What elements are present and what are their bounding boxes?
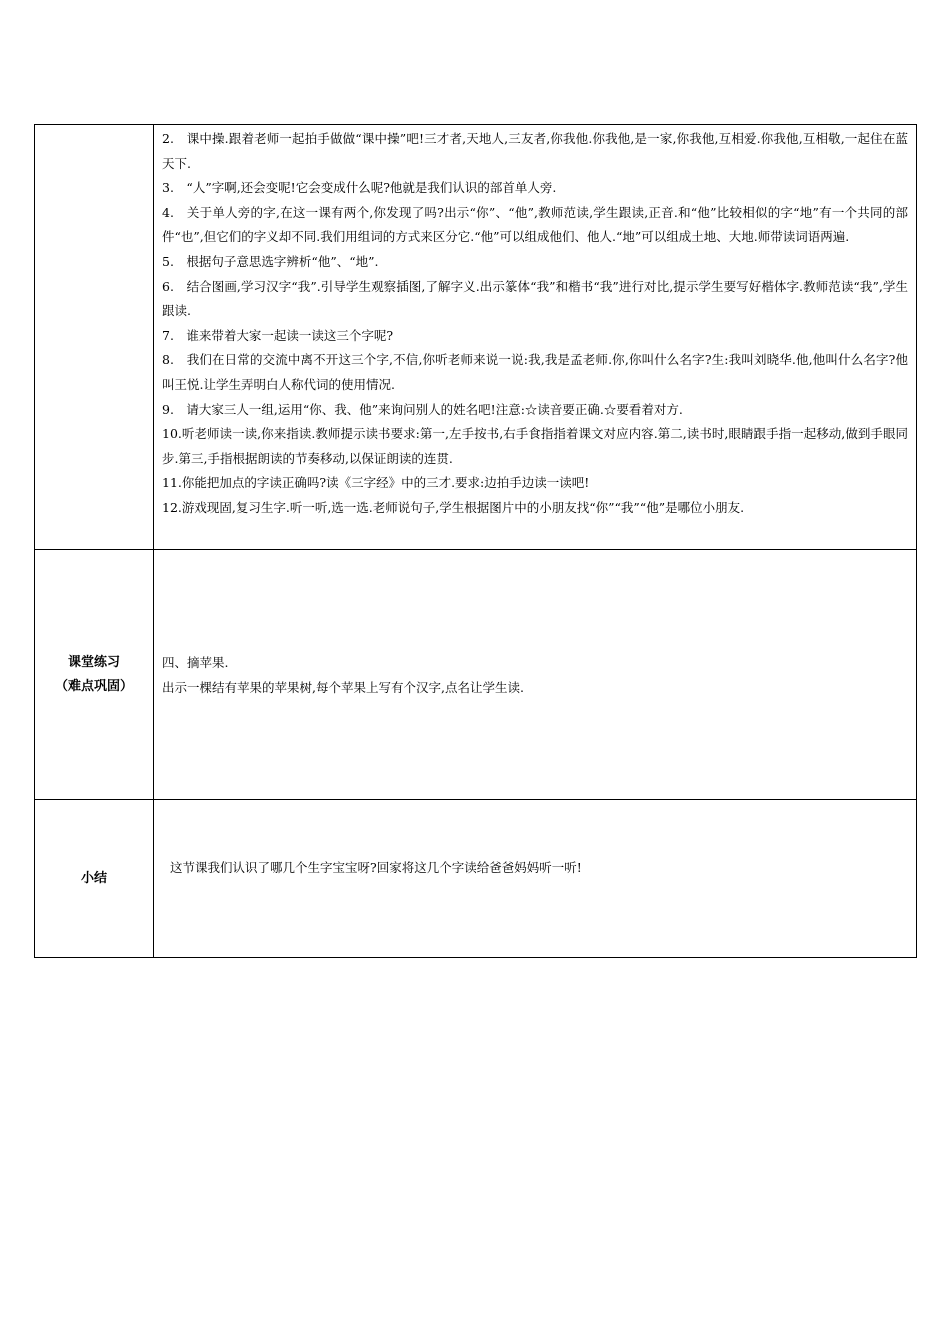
step-item: 12.游戏现固,复习生字.听一听,选一选.老师说句子,学生根据图片中的小朋友找“你”“我”“他”是哪位小朋友. (162, 499, 745, 515)
step-item: 9. 请大家三人一组,运用“你、我、他”来询问别人的姓名吧!注意:☆读音要正确.☆要看着对方. (162, 401, 683, 417)
step-item: 3. “人”字啊,还会变呢!它会变成什么呢?他就是我们认识的部首单人旁. (162, 180, 557, 196)
step-item: 11.你能把加点的字读正确吗?读《三字经》中的三才.要求:边拍手边读一读吧! (162, 475, 590, 491)
practice-title: 四、摘苹果. (162, 654, 229, 670)
step-item: 7. 谁来带着大家一起读一读这三个字呢? (162, 327, 394, 343)
lesson-plan-table (34, 124, 917, 958)
step-item: 2. 课中操.跟着老师一起拍手做做“课中操”吧!三才者,天地人,三友者,你我他.你我他,是一家,你我他,互相爱.你我他,互相敬,一起住在蓝天下. (162, 131, 908, 171)
step-item: 8. 我们在日常的交流中离不开这三个字,不信,你听老师来说一说:我,我是孟老师.你,你叫什么名字?生:我叫刘晓华.他,他叫什么名字?他叫王悦.让学生弄明白人称代词的使用情况. (162, 352, 908, 392)
practice-label: 课堂练习 (67, 654, 120, 670)
teaching-steps-label-cell (35, 125, 154, 550)
step-item: 5. 根据句子意思选字辨析“他”、“地”. (162, 253, 379, 269)
teaching-steps-row (35, 125, 917, 550)
step-item: 6. 结合图画,学习汉字“我”.引导学生观察插图,了解字义.出示篆体“我”和楷书“我”进行对比,提示学生要写好楷体字.教师范读“我”,学生跟读. (162, 278, 908, 319)
teaching-steps-cell (154, 125, 917, 550)
practice-label-cell (35, 550, 154, 800)
practice-body: 出示一棵结有苹果的苹果树,每个苹果上写有个汉字,点名让学生读. (162, 679, 524, 695)
summary-label-cell (35, 800, 154, 958)
summary-body: 这节课我们认识了哪几个生字宝宝呀?回家将这几个字读给爸爸妈妈听一听! (170, 860, 582, 875)
step-item: 10.听老师读一读,你来指读.教师提示读书要求:第一,左手按书,右手食指指着课文对应内容.第二,读书时,眼睛跟手指一起移动,做到手眼同步.第三,手指根据朗读的节奏移动,以保证朗读的连贯. (162, 426, 908, 466)
practice-content-cell (154, 550, 917, 800)
step-item: 4. 关于单人旁的字,在这一课有两个,你发现了吗?出示“你”、“他”,教师范读,学生跟读,正音.和“他”比较相似的字“地”有一个共同的部件“也”,但它们的字义却不同.我们用组词的方式来区分它.“他”可以组成他们、他人.“地”可以组成土地、大地.师带读词语两遍. (162, 204, 908, 245)
summary-label: 小结 (80, 870, 107, 886)
summary-content-cell (154, 800, 917, 958)
practice-row (35, 550, 917, 800)
practice-sublabel: （难点巩固） (54, 678, 133, 694)
summary-row (35, 800, 917, 958)
